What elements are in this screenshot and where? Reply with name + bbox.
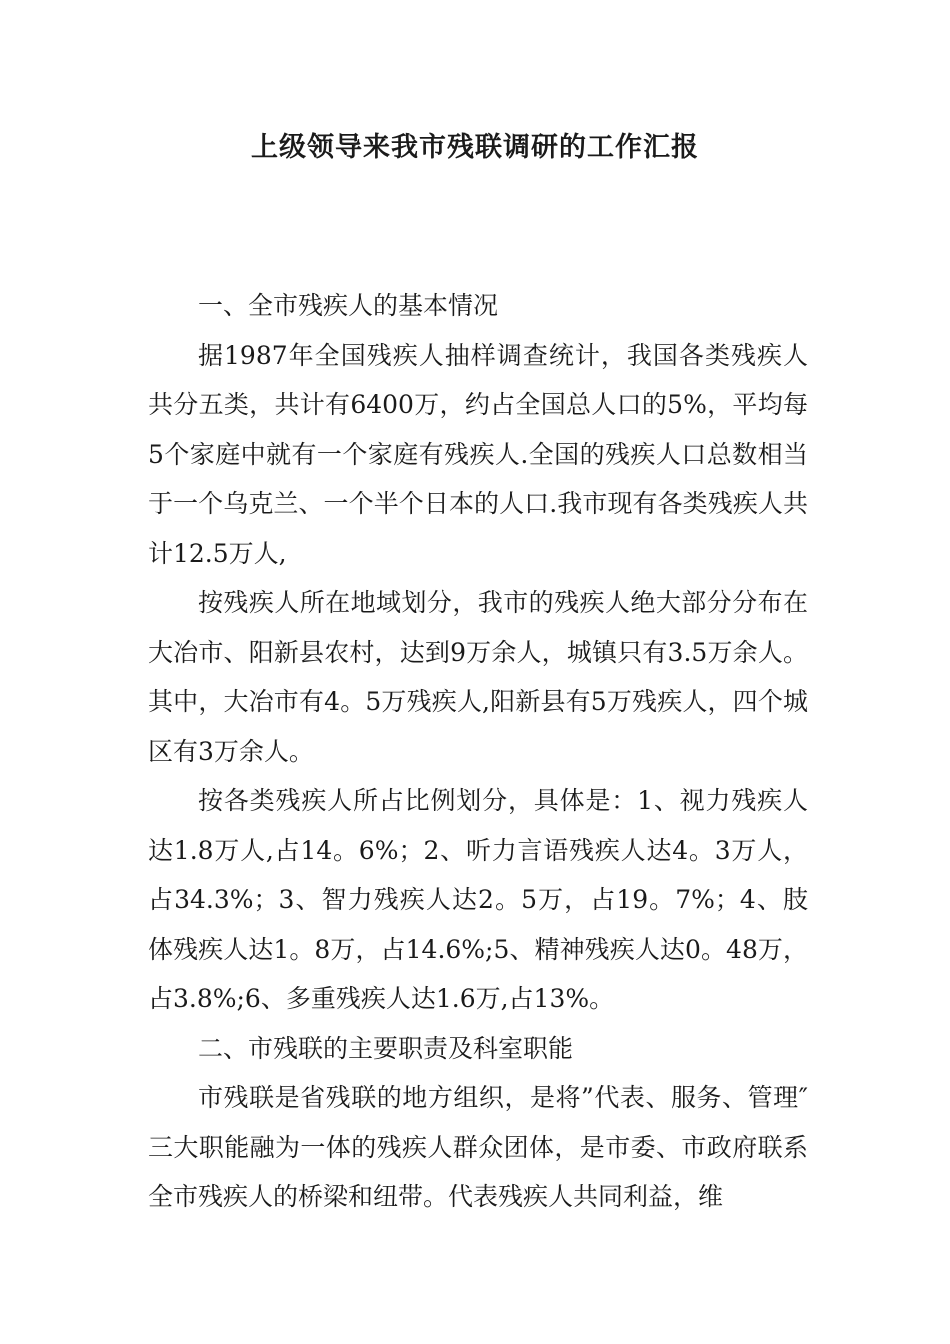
paragraph-national-statistics: 据1987年全国残疾人抽样调查统计，我国各类残疾人共分五类，共计有6400万，约占全国总人口的5%，平均每5个家庭中就有一个家庭有残疾人.全国的残疾人口总数相当于一个乌克兰、一个半个日本的人口.我市现有各类残疾人共计12.5万人, [148, 340, 808, 568]
paragraph-federation-role: 市残联是省残联的地方组织，是将”代表、服务、管理″三大职能融为一体的残疾人群众团体，是市委、市政府联系全市残疾人的桥梁和纽带。代表残疾人共同利益，维 [148, 1083, 808, 1211]
document-body [148, 281, 808, 1222]
paragraph-regional-distribution: 按残疾人所在地域划分，我市的残疾人绝大部分分布在大冶市、阳新县农村，达到9万余人，城镇只有3.5万余人。其中，大冶市有4。5万残疾人,阳新县有5万残疾人，四个城区有3万余人。 [148, 588, 808, 766]
section-heading-2: 二、市残联的主要职责及科室职能 [198, 1033, 574, 1063]
section-heading-1: 一、全市残疾人的基本情况 [198, 291, 499, 320]
paragraph-category-proportions: 按各类残疾人所占比例划分，具体是：1、视力残疾人达1.8万人,占14。6%；2、听力言语残疾人达4。3万人，占34.3%；3、智力残疾人达2。5万，占19。7%；4、肢体残疾人达1。8万，占14.6%;5、精神残疾人达0。48万，占3.8%;6、多重残疾人达1.6万,占13%。 [148, 786, 808, 1013]
document-title: 上级领导来我市残联调研的工作汇报 [251, 132, 699, 163]
